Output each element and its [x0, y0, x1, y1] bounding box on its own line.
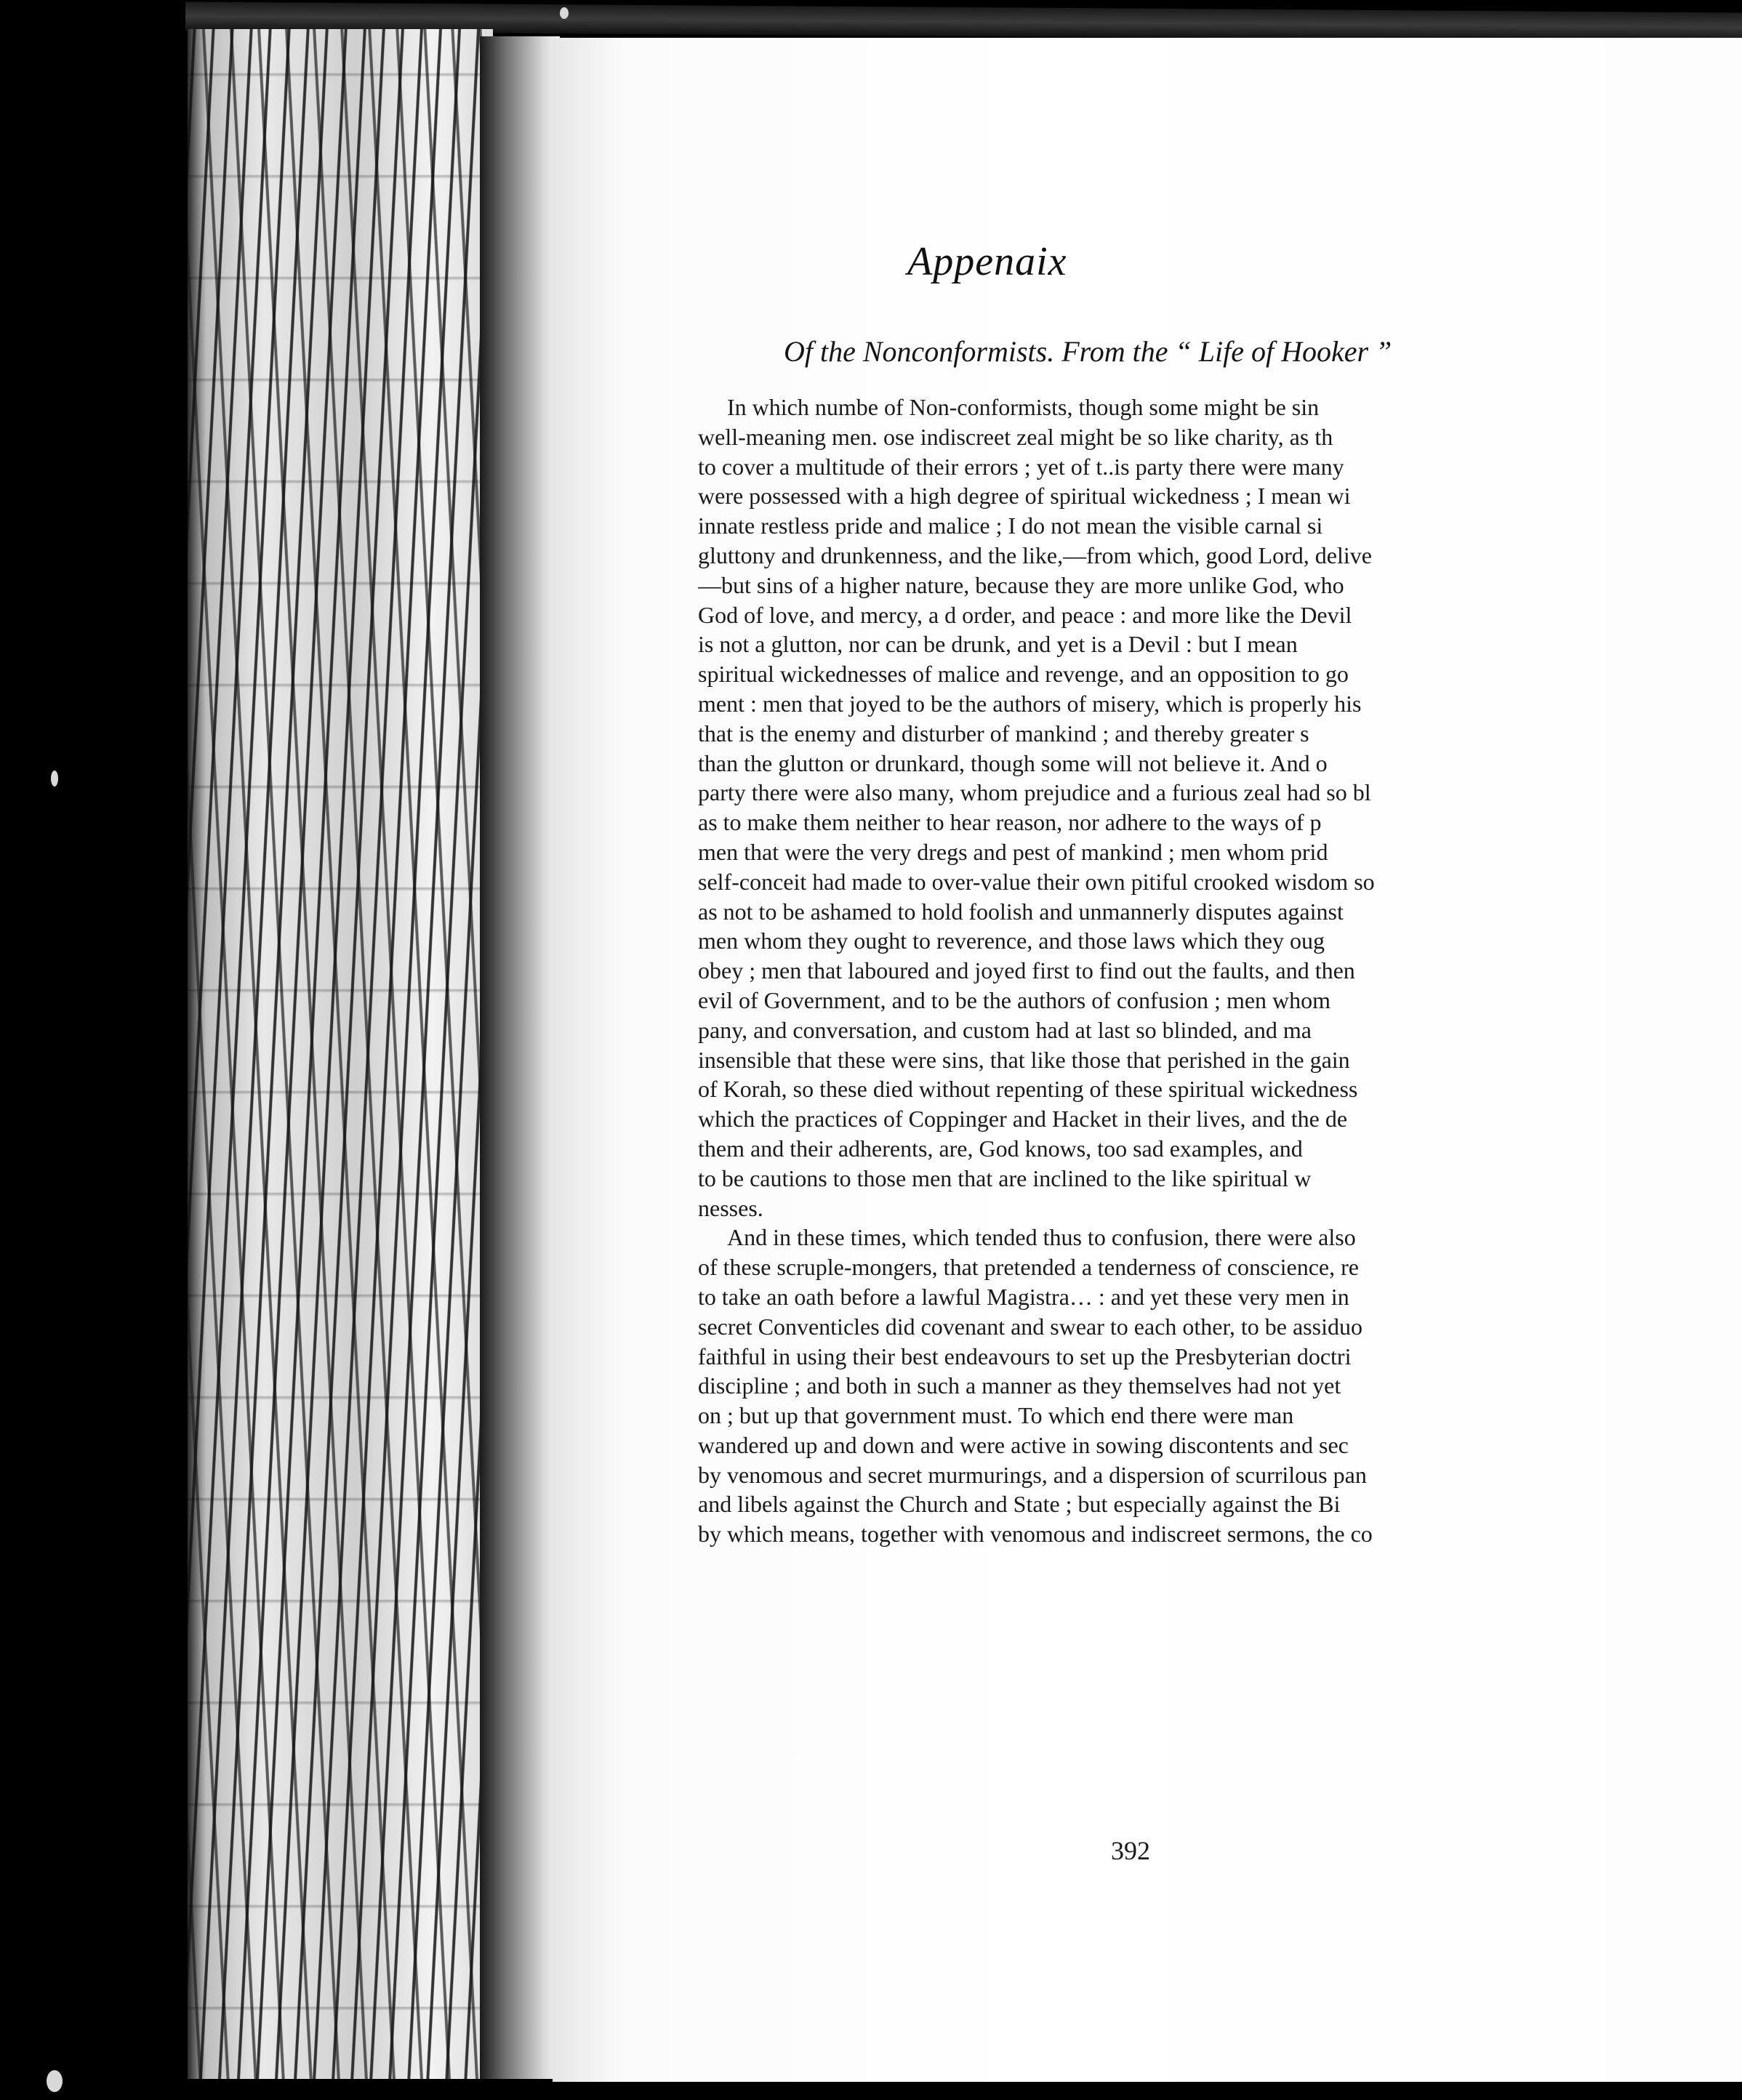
text-line: is not a glutton, nor can be drunk, and yet is a Devil : but I mean [698, 631, 1298, 658]
text-line: obey ; men that laboured and joyed first to find out the faults, and then [698, 957, 1355, 984]
text-line: nesses. [698, 1194, 763, 1221]
page-edges [188, 29, 493, 2079]
text-line: —but sins of a higher nature, because they are more unlike God, who [698, 571, 1344, 598]
text-line: by which means, together with venomous and indiscreet sermons, the co [698, 1521, 1373, 1548]
text-line: men that were the very dregs and pest of mankind ; men whom prid [698, 838, 1328, 865]
text-line: In which numbe of Non-conformists, though some might be sin [727, 394, 1320, 420]
book-gutter [480, 36, 560, 2079]
text-line: to cover a multitude of their errors ; yet of t..is party there were many [698, 453, 1344, 480]
section-title: Of the Nonconformists. From the “ Life of Hooker ” [784, 335, 1392, 368]
text-line: them and their adherents, are, God knows, too sad examples, and [698, 1135, 1303, 1162]
text-line: as not to be ashamed to hold foolish and unmannerly disputes against [698, 898, 1344, 925]
dust-speck [51, 771, 58, 787]
text-line: insensible that these were sins, that like those that perished in the gain [698, 1046, 1350, 1073]
running-head: Appenaix [907, 239, 1067, 284]
text-line: of these scruple-mongers, that pretended a tenderness of conscience, re [698, 1254, 1359, 1281]
text-line: wandered up and down and were active in sowing discontents and sec [698, 1431, 1349, 1458]
dust-speck [47, 2070, 63, 2092]
text-line: party there were also many, whom prejudice and a furious zeal had so bl [698, 779, 1371, 806]
dust-speck [560, 7, 569, 19]
text-line: to be cautions to those men that are inclined to the like spiritual w [698, 1164, 1312, 1191]
text-line: that is the enemy and disturber of mankind ; and thereby greater s [698, 720, 1309, 747]
text-line: which the practices of Coppinger and Hacket in their lives, and the de [698, 1106, 1348, 1133]
text-line: self-conceit had made to over-value their own pitiful crooked wisdom so [698, 868, 1375, 895]
text-line: faithful in using their best endeavours to set up the Presbyterian doctri [698, 1343, 1352, 1369]
body-text [698, 393, 1621, 1549]
text-line: discipline ; and both in such a manner as they themselves had not yet [698, 1372, 1341, 1399]
page-number: 392 [1111, 1836, 1150, 1865]
text-line: gluttony and drunkenness, and the like,—from which, good Lord, delive [698, 542, 1372, 568]
text-line: to take an oath before a lawful Magistra… : and yet these very men in [698, 1283, 1349, 1310]
text-line: by venomous and secret murmurings, and a dispersion of scurrilous pan [698, 1461, 1367, 1488]
text-line: And in these times, which tended thus to confusion, there were also [727, 1224, 1356, 1251]
text-line: on ; but up that government must. To which end there were man [698, 1402, 1294, 1429]
text-line: than the glutton or drunkard, though some will not believe it. And o [698, 749, 1328, 776]
text-line: evil of Government, and to be the authors of confusion ; men whom [698, 986, 1331, 1013]
text-line: well-meaning men. ose indiscreet zeal might be so like charity, as th [698, 423, 1333, 450]
text-line: as to make them neither to hear reason, nor adhere to the ways of p [698, 809, 1322, 836]
text-line: men whom they ought to reverence, and those laws which they oug [698, 928, 1325, 954]
text-line: of Korah, so these died without repenting of these spiritual wickedness [698, 1076, 1358, 1103]
text-line: were possessed with a high degree of spiritual wickedness ; I mean wi [698, 483, 1351, 510]
text-line: innate restless pride and malice ; I do not mean the visible carnal si [698, 512, 1323, 539]
text-line: secret Conventicles did covenant and swear to each other, to be assiduo [698, 1313, 1362, 1340]
text-line: ment : men that joyed to be the authors of misery, which is properly his [698, 690, 1362, 717]
text-line: spiritual wickednesses of malice and revenge, and an opposition to go [698, 661, 1349, 688]
text-line: pany, and conversation, and custom had at last so blinded, and ma [698, 1016, 1312, 1043]
book-page [553, 38, 1742, 2082]
text-line: and libels against the Church and State ; but especially against the Bi [698, 1491, 1341, 1518]
text-line: God of love, and mercy, a d order, and peace : and more like the Devil [698, 601, 1352, 628]
